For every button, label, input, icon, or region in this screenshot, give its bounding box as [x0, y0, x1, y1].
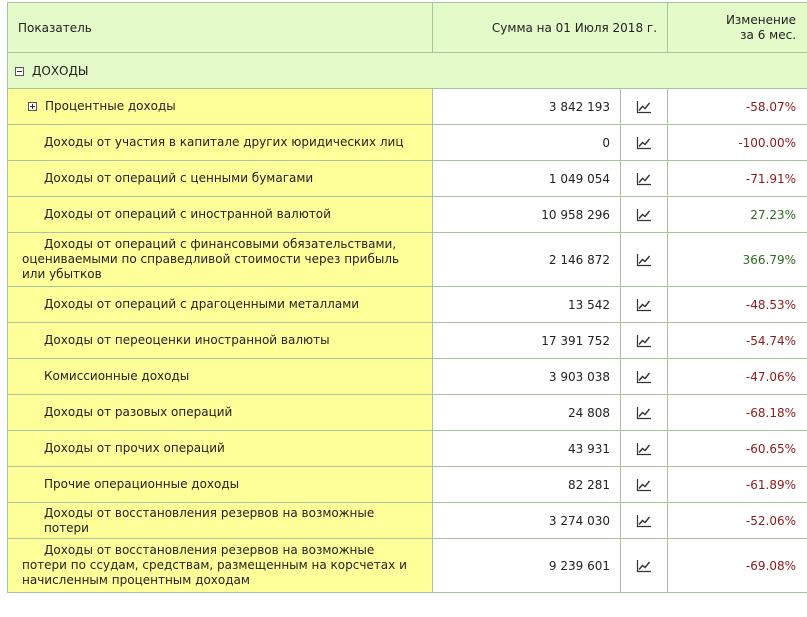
row-name-cell [8, 197, 433, 233]
table-row [8, 323, 807, 359]
section-row-income[interactable] [8, 53, 807, 89]
header-change-line1: Изменение [725, 12, 797, 27]
chart-button[interactable] [621, 323, 668, 359]
row-sum: 24 808 [433, 395, 621, 431]
row-change: -71.91% [668, 161, 807, 197]
table-row [8, 431, 807, 467]
table-header-row [8, 3, 807, 53]
row-name: Доходы от операций с ценными бумагами [44, 171, 314, 185]
row-sum: 13 542 [433, 287, 621, 323]
chart-button[interactable] [621, 287, 668, 323]
chart-line-icon[interactable] [636, 253, 652, 267]
row-name-cell [8, 431, 433, 467]
section-cell[interactable] [8, 53, 807, 89]
chart-line-icon[interactable] [636, 334, 652, 348]
income-table [7, 2, 807, 593]
chart-line-icon[interactable] [636, 514, 652, 528]
row-sum: 82 281 [433, 467, 621, 503]
table-row [8, 503, 807, 539]
collapse-icon[interactable] [15, 67, 24, 76]
table-row [8, 539, 807, 593]
row-sum: 3 274 030 [433, 503, 621, 539]
chart-line-icon[interactable] [636, 442, 652, 456]
row-change: -100.00% [668, 125, 807, 161]
row-name-cell [8, 161, 433, 197]
row-name-cell [8, 503, 433, 539]
row-name: Процентные доходы [45, 99, 176, 113]
table-row [8, 359, 807, 395]
row-name: Доходы от операций с финансовыми обязательствами, оцениваемыми по справедливой стоимости через прибыль или убытков [22, 237, 400, 281]
row-change: -69.08% [668, 539, 807, 593]
row-change: -68.18% [668, 395, 807, 431]
chart-line-icon[interactable] [636, 478, 652, 492]
chart-line-icon[interactable] [636, 136, 652, 150]
row-name-cell [8, 359, 433, 395]
row-sum: 1 049 054 [433, 161, 621, 197]
expand-icon[interactable] [28, 102, 37, 111]
header-change [668, 3, 807, 53]
row-change: -48.53% [668, 287, 807, 323]
row-name: Комиссионные доходы [44, 369, 190, 383]
row-sum: 3 903 038 [433, 359, 621, 395]
chart-button[interactable] [621, 395, 668, 431]
row-sum: 0 [433, 125, 621, 161]
row-sum: 17 391 752 [433, 323, 621, 359]
chart-button[interactable] [621, 539, 668, 593]
chart-button[interactable] [621, 503, 668, 539]
row-change: -52.06% [668, 503, 807, 539]
header-indicator: Показатель [8, 3, 433, 53]
row-name-cell [8, 467, 433, 503]
chart-line-icon[interactable] [636, 370, 652, 384]
chart-button[interactable] [621, 89, 668, 125]
table-row [8, 125, 807, 161]
row-change: -47.06% [668, 359, 807, 395]
chart-button[interactable] [621, 233, 668, 287]
row-name: Доходы от операций с иностранной валютой [44, 207, 331, 221]
row-sum: 9 239 601 [433, 539, 621, 593]
header-change-line2: за 6 мес. [740, 27, 797, 42]
table-row [8, 395, 807, 431]
chart-line-icon[interactable] [636, 208, 652, 222]
table-row [8, 161, 807, 197]
row-name: Доходы от участия в капитале других юридических лиц [44, 135, 404, 149]
row-name: Доходы от прочих операций [44, 441, 225, 455]
row-change: 27.23% [668, 197, 807, 233]
table-row [8, 197, 807, 233]
table-row [8, 89, 807, 125]
row-sum: 43 931 [433, 431, 621, 467]
chart-button[interactable] [621, 359, 668, 395]
chart-button[interactable] [621, 467, 668, 503]
row-name: Прочие операционные доходы [44, 477, 240, 491]
chart-button[interactable] [621, 431, 668, 467]
row-name: Доходы от переоценки иностранной валюты [44, 333, 330, 347]
table-row [8, 233, 807, 287]
row-name: Доходы от восстановления резервов на возможные потери по ссудам, средствам, размещенным на корсчетах и начисленным процентным доходам [22, 543, 407, 587]
row-change: -54.74% [668, 323, 807, 359]
row-name-cell[interactable] [8, 89, 433, 125]
table-row [8, 287, 807, 323]
chart-line-icon[interactable] [636, 100, 652, 114]
chart-line-icon[interactable] [636, 172, 652, 186]
row-name: Доходы от операций с драгоценными металлами [44, 297, 360, 311]
chart-button[interactable] [621, 197, 668, 233]
row-name-cell [8, 395, 433, 431]
chart-line-icon[interactable] [636, 298, 652, 312]
row-sum: 10 958 296 [433, 197, 621, 233]
row-name: Доходы от разовых операций [44, 405, 233, 419]
row-sum: 3 842 193 [433, 89, 621, 125]
row-name-cell [8, 323, 433, 359]
row-change: -61.89% [668, 467, 807, 503]
row-change: -60.65% [668, 431, 807, 467]
row-change: -58.07% [668, 89, 807, 125]
chart-button[interactable] [621, 161, 668, 197]
table-row [8, 467, 807, 503]
row-sum: 2 146 872 [433, 233, 621, 287]
row-name-cell [8, 287, 433, 323]
row-name-cell [8, 539, 433, 593]
section-label: ДОХОДЫ [32, 63, 89, 78]
row-name: Доходы от восстановления резервов на возможные потери [44, 505, 375, 535]
chart-button[interactable] [621, 125, 668, 161]
row-name-cell [8, 125, 433, 161]
row-change: 366.79% [668, 233, 807, 287]
header-sum: Сумма на 01 Июля 2018 г. [433, 3, 668, 53]
chart-line-icon[interactable] [636, 406, 652, 420]
chart-line-icon[interactable] [636, 559, 652, 573]
row-name-cell [8, 233, 433, 287]
